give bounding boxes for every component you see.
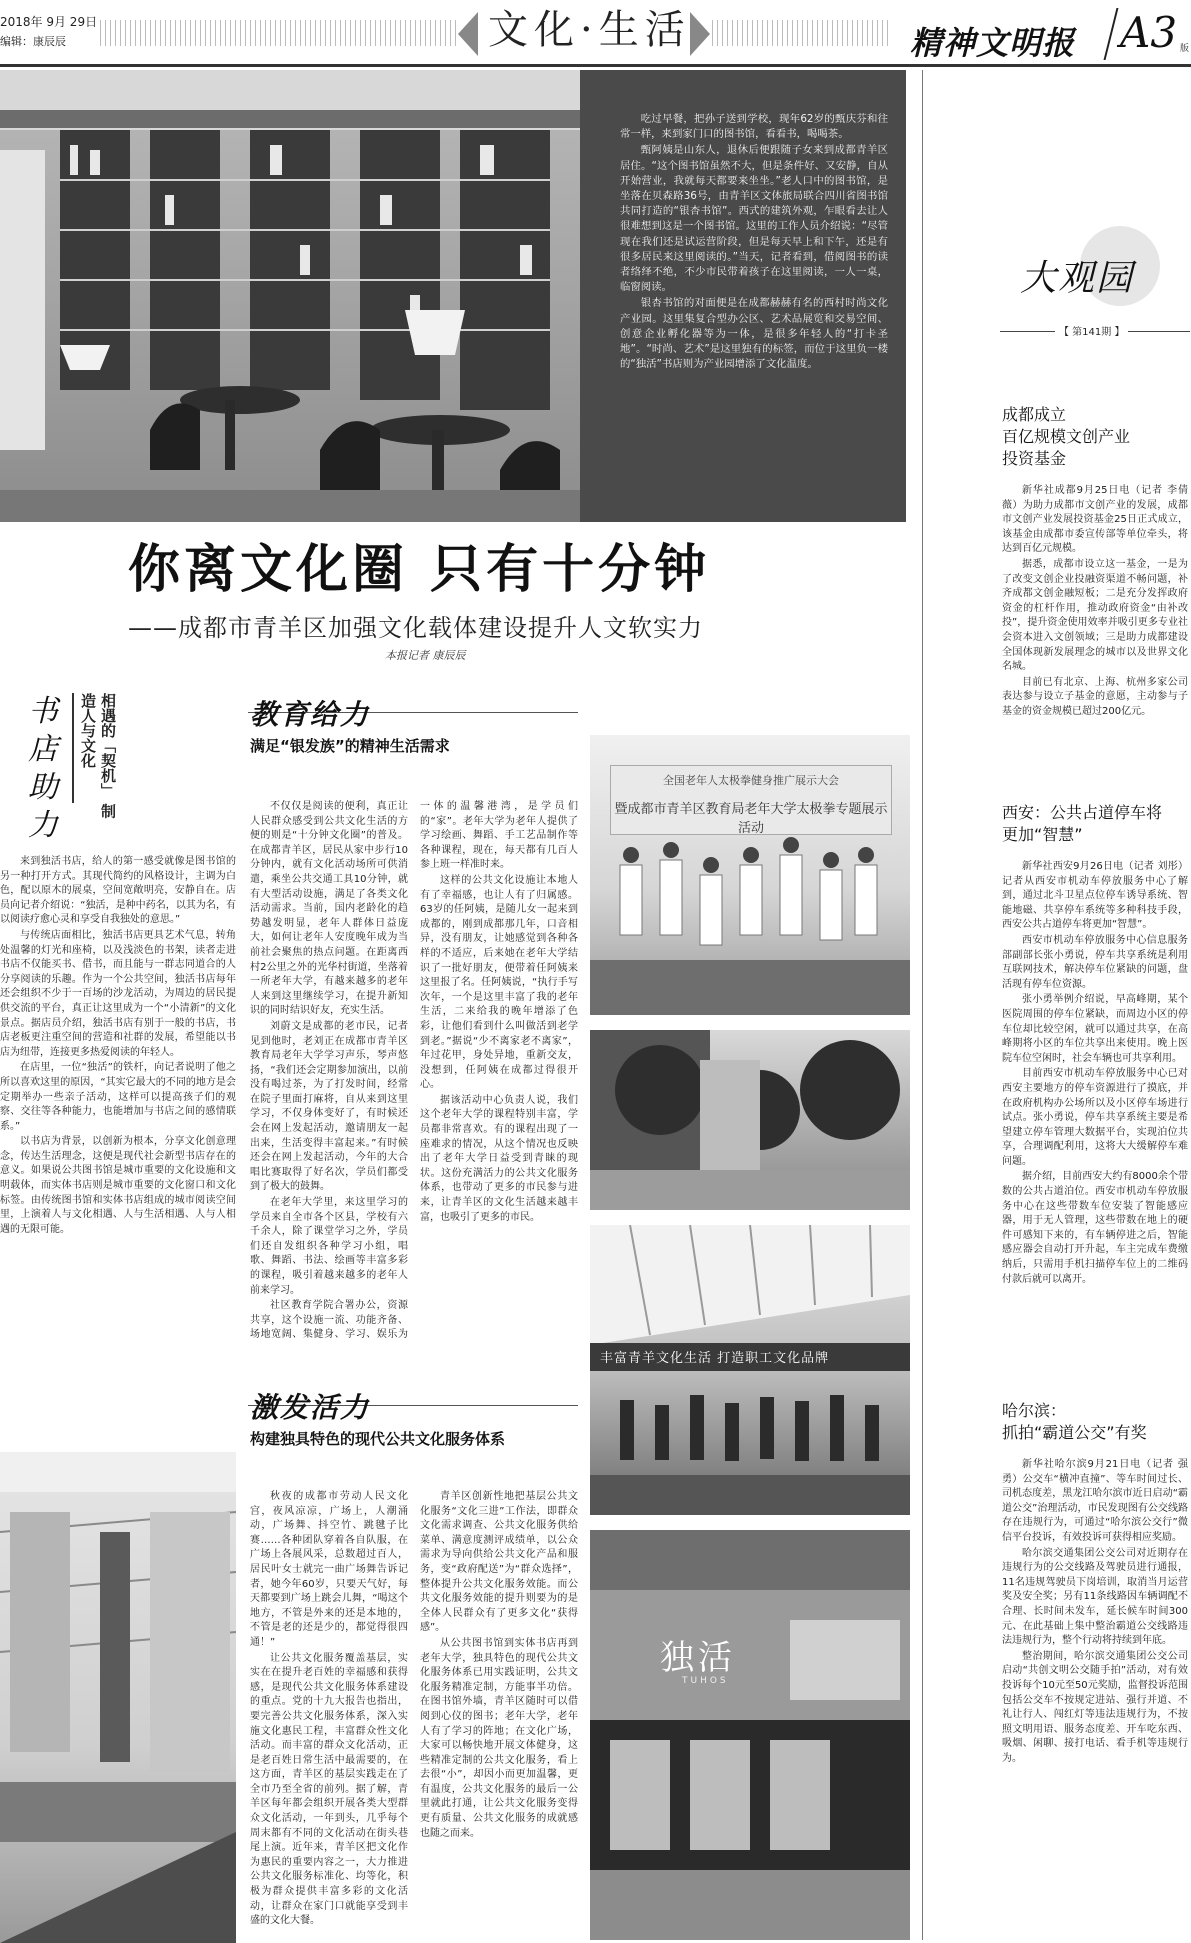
cultural-palace-banner: 丰富青羊文化生活 打造职工文化品牌 xyxy=(600,1351,830,1366)
library-shelves-illustration xyxy=(0,70,580,522)
section1-paragraph-1: 不仅仅是阅读的便利，真正让人民群众感受到公共文化生活的方便的则是“十分钟文化圈”的普及。在成都青羊区，居民从家中步行10分钟内，就有文化活动场所可供消遣，乘坐公共交通工具10分钟，就有大型活动设施，满足了各类文化活动需求。当前，国内老龄化的趋势越发明显，老年人群体日益庞大，如何让老年人安度晚年成为当前社会聚焦的热点问题。在距离西村2公里之外的光华村街道，坐落着一所老年大学，有越来越多的老年人来到这里继续学习，在提升新知识的同时结识好友，充实生活。 xyxy=(250,801,408,1017)
hero-paragraph-3: 银杏书馆的对面便是在成都赫赫有名的西村时尚文化产业园。这里集复合型办公区、艺术品展览和交易空间、创意企业孵化器等为一体，是很多年轻人的“打卡圣地”。“时尚、艺术”是这里独有的标签，而位于这里负一楼的“独活”书店则为产业园增添了文化温度。 xyxy=(620,297,888,371)
section1-heading: 满足“银发族”的精神生活需求 xyxy=(250,737,450,755)
section1-paragraph-6: 据该活动中心负责人说，我们这个老年大学的课程特别丰富，学员都非常喜欢。有的课程出现了一座难求的情况，从这个情况也反映出了老年大学日益受到青睐的现状。这份充满活力的公共文化服务体系，也带动了更多的市民参与进来，让青羊区的文化生活越来越丰富，也吸引了更多的市民。 xyxy=(420,1094,578,1223)
daguanyuan-brush-title: 大观园 xyxy=(1020,258,1135,299)
chevron-right-icon xyxy=(690,12,710,56)
section1-paragraph-5: 这样的公共文化设施让本地人有了幸福感，也让人有了归属感。63岁的任阿姨，是随儿女一起来到成都的，刚到成都那几年，口音相异，没有朋友，让她感觉到各种各样的不适应，后来她在老年大学结识了一批好朋友，便带着任阿姨来这里报了名。任阿姨说，“执行手写次年，一个是这里丰富了我的老年生活，二来给我的晚年增添了色彩，让他们看到什么叫做活到老学到老。”据说“少不离家老不离家”，年过花甲，身处异地，重新交友，没想到，任阿姨在成都过得很开心。 xyxy=(420,874,578,1091)
duhuo-sign-en: TUHOS xyxy=(682,1676,729,1686)
issue-date: 2018年 9月 29日 xyxy=(0,15,98,29)
section2-paragraph-3: 青羊区创新性地把基层公共文化服务“文化三进”工作法，即群众文化需求调查、公共文化服务供给菜单、满意度测评成绩单，以公众需求为导向供给公共文化产品和服务，变“政府配送”为“群众选择”，整体提升公共文化服务效能。而公共文化服务效能的提升则要为的是全体人民群众有了更多文化“获得感”。 xyxy=(420,1491,578,1634)
page-suffix: 版 xyxy=(1180,44,1190,54)
masthead xyxy=(0,0,1191,64)
headline-byline: 本报记者 康辰辰 xyxy=(385,649,466,662)
sidebar-brush-title: 书店助力 xyxy=(28,694,58,843)
news3-title-line2: 抓拍“霸道公交”有奖 xyxy=(1002,1423,1147,1442)
news2-paragraph-3: 张小勇举例介绍说，早高峰期，某个医院周围的停车位紧缺，而周边小区的停车位却比较空闲，就可以通过共享，在高峰期将小区的车位共享出来使用。晚上医院车位空闲时，社会车辆也可共享利用。 xyxy=(1002,994,1188,1064)
headline-title: 你离文化圈 只有十分钟 xyxy=(128,540,711,600)
sidebar-paragraph-4: 以书店为背景，以创新为根本，分享文化创意理念，传达生活理念，这便是现代社会新型书店存在的意义。如果说公共图书馆是城市重要的文化设施和文明载体，而实体书店则是城市重要的文化窗口和文化标签。由传统图书馆和实体书店组成的城市阅读空间里，上演着人与文化相遇、人与生活相遇、人与人相遇的无限可能。 xyxy=(0,1136,236,1235)
news3 xyxy=(1002,1400,1188,1767)
news3-title-line1: 哈尔滨： xyxy=(1002,1401,1067,1420)
photo-bookstore-interior xyxy=(0,1452,236,1943)
section1-paragraph-3: 在老年大学里，来这里学习的学员来自全市各个区县，学校有六千余人，除了课堂学习之外，学员们还自发组织各种学习小组，唱歌、舞蹈、书法、绘画等丰富多彩的课程，吸引着越来越多的老年人前来学习。 xyxy=(250,1197,408,1296)
section2-paragraph-4: 从公共图书馆到实体书店再到老年大学，独具特色的现代公共文化服务体系已用实践证明，公共文化服务精准定制，方能事半功倍。在图书馆外墙，青羊区随时可以借阅到心仪的图书；老年大学，老年人有了学习的阵地；在文化广场，大家可以畅快地开展文体健身，这些精准定制的公共文化服务，看上去很“小”，却因小而更加温馨，更有温度，公共文化服务的最后一公里就此打通，让公共文化服务变得更有质量、公共文化服务的成就感也随之而来。 xyxy=(420,1637,578,1839)
news2-title-line2: 更加“智慧” xyxy=(1002,825,1083,844)
news1-title-line3: 投资基金 xyxy=(1002,449,1067,468)
taichi-banner-line1: 全国老年人太极拳健身推广展示大会 xyxy=(663,774,839,787)
photo-duhuo-bookstore xyxy=(590,1530,910,1940)
daguanyuan-box xyxy=(1000,220,1190,310)
hero-paragraph-2: 甄阿姨是山东人，退休后便跟随子女来到成都青羊区居住。“这个图书馆虽然不大，但是条件好、又安静，自从开始营业，我就每天都要来坐坐。”老人口中的图书馆，是坐落在贝森路36号，由青羊区文体旅局联合四川省图书馆共同打造的“银杏书馆”。西式的建筑外观，乍眼看去让人很难想到这是一个图书馆。这里的工作人员介绍说：“尽管现在我们还是试运营阶段，但是每天早上和下午，还是有很多居民来这里阅读的。”当天，记者看到，借阅图书的读者络绎不绝，不少市民带着孩子在这里阅读，一人一桌，临窗阅读。 xyxy=(620,144,888,294)
masthead-rule xyxy=(0,64,1191,67)
issue-label: 【 第141期 】 xyxy=(1055,323,1128,338)
sidebar-title-rule xyxy=(72,693,74,803)
hero-paragraph-1: 吃过早餐，把孙子送到学校，现年62岁的甄庆芬和往常一样，来到家门口的图书馆，看看书，喝喝茶。 xyxy=(620,113,888,141)
news1-paragraph-3: 目前已有北京、上海、杭州多家公司表达参与设立子基金的意愿，主动参与子基金的资金规模已超过200亿元。 xyxy=(1002,676,1188,717)
news3-paragraph-3: 整治期间，哈尔滨交通集团公交公司启动“共创文明公交随手拍”活动，对有效投诉每个10元至50元奖励，监督投诉范围包括公交车不按规定进站、强行并道、不礼让行人、闯红灯等违法违规行为，不按照文明用语、服务态度差、开车吃东西、吸烟、闲聊、接打电话、看手机等违规行为。 xyxy=(1002,1650,1188,1764)
news1 xyxy=(1002,404,1188,721)
sidebar-paragraph-2: 与传统店面相比，独活书店更具艺术气息，转角处温馨的灯光和座椅，以及浅淡色的书架，读者走进书店不仅能买书、借书，而且能与一群志同道合的人分享阅读的乐趣。作为一个公共空间，独活书店每年还会组织不少于一百场的沙龙活动，为周边的居民提供交流的平台，真正让这里成为一个“小清新”的文化景点。据店员介绍，独活书店有别于一般的书店，书店老板更注重空间的营造和社群的发展，希望能以书店为纽带，连接更多热爱阅读的年轻人。 xyxy=(0,929,236,1058)
news2 xyxy=(1002,802,1188,1288)
paper-name-logo: 精神文明报 xyxy=(910,24,1076,62)
hero-text-box xyxy=(580,70,906,522)
section2-paragraph-2: 让公共文化服务覆盖基层，实实在在提升老百姓的幸福感和获得感，是现代公共文化服务体系建设的重点。党的十九大报告也指出，要完善公共文化服务体系，深入实施文化惠民工程，丰富群众性文化活动。而丰富的群众文化活动，正是老百姓日常生活中最需要的，在这方面，青羊区的基层实践走在了全市乃至全省的前列。据了解，青羊区每年都会组织开展各类大型群众文化活动，一年到头，几乎每个周末都有不同的文化活动在街头巷尾上演。近年来，青羊区把文化作为惠民的重要内容之一，大力推进公共文化服务标准化、均等化，积极为群众提供丰富多彩的文化活动，让群众在家门口就能享受到丰盛的文化大餐。 xyxy=(250,1652,408,1927)
sidebar-paragraph-1: 来到独活书店，给人的第一感受就像是图书馆的另一种打开方式。其现代简约的风格设计，主调为白色，配以原木的展桌，空间宽敞明亮，安静自在。店员向记者介绍说：“独活，是种中药名，以其为名，有以阅读疗愈心灵和享受自我独处的意思。” xyxy=(0,856,236,926)
news2-paragraph-5: 据介绍，目前西安大约有8000余个带数的公共占道泊位。西安市机动车停放服务中心在这些带数车位安装了智能感应器，用于无人管理，这些带数在地上的硬件可感知下来的，有车辆停进之后，智能感应器会自动打开升起，车主完成车费缴纳后，只需用手机扫描停车位上的二维码付款后就可以离开。 xyxy=(1002,1171,1188,1285)
news2-paragraph-4: 目前西安市机动车停放服务中心已对西安主要地方的停车资源进行了摸底，并在政府机构办公场所以及小区停车场进行试点。张小勇说，停车共享系统主要是希望建立停车管理大数据平台，实现泊位共享，合理调配利用，这将大大缓解停车难问题。 xyxy=(1002,1068,1188,1167)
courtyard-illustration xyxy=(590,1030,910,1210)
news3-paragraph-2: 哈尔滨交通集团公交公司对近期存在违规行为的公交线路及驾驶员进行通报，11名违规驾驶员下岗培训，取消当月运营奖及安全奖；另有11条线路因车辆调配不合理、长时间未发车，延长候车时间300元、在此基础上集中整治霸道公交线路违法违规行为，整个行动将持续到年底。 xyxy=(1002,1547,1188,1647)
taichi-banner-line2: 暨成都市青羊区教育局老年大学太极拳专题展示活动 xyxy=(614,802,888,836)
news3-paragraph-1: 新华社哈尔滨9月21日电（记者 强勇）公交车“横冲直撞”、等车时间过长、司机态度差，黑龙江哈尔滨市近日启动“霸道公交”治理活动，市民发现图有公交线路存在违规行为，可通过“哈尔滨公交行”微信平台投诉，有效投诉可获得相应奖励。 xyxy=(1002,1459,1188,1543)
sidebar-subtitle: 相遇的「契机」 制造人与文化 xyxy=(79,693,117,819)
news1-paragraph-1: 新华社成都9月25日电（记者 李倩薇）为助力成都市文创产业的发展，成都市文创产业发展投资基金25日正式成立，该基金由成都市委宣传部等单位牵头，将达到百亿元规模。 xyxy=(1002,485,1188,555)
right-column-border xyxy=(922,70,923,1940)
sidebar-paragraph-3: 在店里，一位“独活”的铁杆，向记者说明了他之所以喜欢这里的原因，“其实它最大的不同的地方是会定期举办一些亲子活动，这样可以提高孩子们的观察、交往等各种能力，也能增加与书店之间的感情联系。” xyxy=(0,1062,236,1132)
news1-paragraph-2: 据悉，成都市设立这一基金，一是为了改变文创企业投融资渠道不畅问题，补齐成都文创金融短板；二是充分发挥政府资金的杠杆作用，推动政府资金“由补改投”，提升资金使用效率并吸引更多专业社会资本进入文创领域；三是助力成都建设全国体现新发展理念的城市以及世界文化名城。 xyxy=(1002,558,1188,673)
bookstore-facade-illustration xyxy=(590,1530,910,1940)
cultural-palace-illustration xyxy=(590,1225,910,1515)
page-code: A3 xyxy=(1120,8,1178,57)
hero-photo-library xyxy=(0,70,580,522)
photo-senior-university-courtyard xyxy=(590,1030,910,1210)
masthead-hatch-left xyxy=(100,20,460,46)
section1-body xyxy=(250,800,578,1345)
bookstore-interior-illustration xyxy=(0,1452,236,1943)
news1-title-line1: 成都成立 xyxy=(1002,405,1067,424)
news1-title-line2: 百亿规模文创产业 xyxy=(1002,427,1131,446)
photo-cultural-palace-dance xyxy=(590,1225,910,1515)
taichi-performers-illustration xyxy=(590,735,910,1015)
masthead-hatch-right xyxy=(712,20,892,46)
section-name: 文化·生活 xyxy=(488,7,691,53)
chevron-left-icon xyxy=(458,12,478,56)
photo-taichi-show xyxy=(590,735,910,1015)
page-divider xyxy=(1104,8,1119,60)
news2-paragraph-2: 西安市机动车停放服务中心信息服务部副部长张小勇说，停车共享系统是利用互联网技术，解决停车位紧缺的问题，盘活现有停车位资源。 xyxy=(1002,934,1188,990)
section2-paragraph-1: 秋夜的成都市劳动人民文化宫，夜风凉凉，广场上，人潮涌动，广场舞、抖空竹、跳毽子比赛……各种团队穿着各自队服，在广场上各展风采，总数超过百人，居民叶女士就完一曲广场舞告诉记者，她今年60岁，只要天气好，每天都要到广场上跳会儿舞，“喝这个地方，不管是外来的还是本地的，不管是老的还是少的，都觉得很四通！” xyxy=(250,1491,408,1648)
sidebar-body xyxy=(0,855,236,1238)
section1-paragraph-2: 刘蔚文是成都的老市民，记者见到他时，老刘正在成都市青羊区教育局老年大学学习声乐，琴声悠扬，“我们还会定期参加演出，以前没有喝过茶，为了打发时间，经常在院子里面打麻将，自从来到这里学习，不仅身体变好了，有时候还会在网上发起活动，邀请朋友一起出来，生活变得丰富起来。”有时候还会在网上发起活动，今年的大合唱比赛取得了好名次，学员们都受到了极大的鼓舞。 xyxy=(250,1020,408,1193)
duhuo-sign-cn: 独活 xyxy=(660,1638,736,1678)
headline-subtitle: ——成都市青羊区加强文化载体建设提升人文软实力 xyxy=(128,614,703,642)
section2-body xyxy=(250,1490,578,1935)
section2-heading: 构建独具特色的现代公共文化服务体系 xyxy=(250,1430,506,1448)
editor-credit: 编辑：康辰辰 xyxy=(0,35,66,48)
news2-paragraph-1: 新华社西安9月26日电（记者 刘彤）记者从西安市机动车停放服务中心了解到，通过北斗卫星点位停车诱导系统、智能地磁、共享停车系统等多种科技手段，西安公共占道停车将更加“智慧”。 xyxy=(1002,861,1188,931)
section1-brush-title: 教育给力 xyxy=(250,698,371,731)
news2-title-line1: 西安：公共占道停车将 xyxy=(1002,803,1163,822)
section2-brush-title: 激发活力 xyxy=(250,1391,371,1424)
section1-paragraph-4: 社区教育学院合署办公，资源共享，这个设施一流、功能齐备、场地宽阔、集健身、学习、娱乐为一体的温馨港湾，是学员们的“家”。老年大学为老年人提供了学习绘画、舞蹈、手工艺品制作等各种课程，现在，每天都有几百人参上班一样准时来。 xyxy=(250,801,578,1341)
